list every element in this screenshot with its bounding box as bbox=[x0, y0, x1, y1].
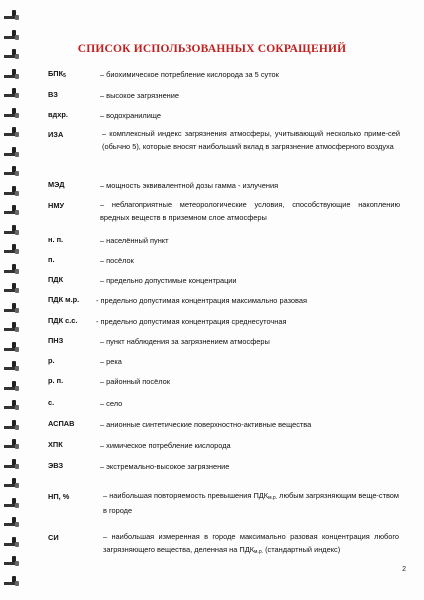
abbreviation-definition: – анионные синтетические поверхностно-активные вещества bbox=[100, 420, 312, 429]
binding-ring bbox=[2, 283, 24, 292]
abbreviation-term: МЭД bbox=[48, 180, 65, 189]
binding-ring bbox=[2, 127, 24, 136]
abbreviation-definition: – комплексный индекс загрязнения атмосферы, учитывающий несколько приме-сей (обычно 5), которые вносят наибольший вклад в загрязнение атмосферного воздуха bbox=[102, 129, 400, 151]
binding-ring bbox=[2, 420, 24, 429]
binding-ring bbox=[2, 303, 24, 312]
binding-ring bbox=[2, 537, 24, 546]
binding-ring bbox=[2, 400, 24, 409]
binding-ring bbox=[2, 186, 24, 195]
abbreviation-definition: – населённый пункт bbox=[100, 236, 169, 245]
binding-ring bbox=[2, 88, 24, 97]
abbreviation-definition: – наибольшая измеренная в городе максимально разовая концентрация любого загрязняющего вещества, деленная на $ПДК_{м.р.}$ (стандартный индекс) bbox=[103, 532, 399, 555]
page-number: 2 bbox=[402, 566, 406, 573]
abbreviation-term: ЭВЗ bbox=[48, 461, 64, 470]
binding-ring bbox=[2, 69, 24, 78]
abbreviation-definition: – село bbox=[100, 399, 123, 408]
abbreviation-term: п. bbox=[48, 255, 55, 264]
binding-ring bbox=[2, 576, 24, 585]
abbreviation-term: $БПК_5$ bbox=[48, 69, 66, 79]
binding-ring bbox=[2, 244, 24, 253]
abbreviation-definition: – пункт наблюдения за загрязнением атмосферы bbox=[100, 337, 270, 346]
abbreviation-definition: – наибольшая повторяемость превышения $ПДК_{м.р.}$ любым загрязняющим веще-ством в городе bbox=[103, 491, 399, 515]
abbreviation-term: р. п. bbox=[48, 376, 64, 385]
abbreviation-term: АСПАВ bbox=[48, 419, 75, 428]
abbreviation-definition: – экстремально-высокое загрязнение bbox=[100, 462, 230, 471]
abbreviation-term: р. bbox=[48, 356, 55, 365]
binding-ring bbox=[2, 264, 24, 273]
binding-ring bbox=[2, 147, 24, 156]
binding-ring bbox=[2, 556, 24, 565]
spiral-binding bbox=[0, 10, 26, 595]
abbreviation-term: ПДК с.с. bbox=[48, 316, 78, 325]
abbreviation-term: НП, % bbox=[48, 492, 70, 501]
binding-ring bbox=[2, 108, 24, 117]
binding-ring bbox=[2, 478, 24, 487]
abbreviation-definition: – биохимическое потребление кислорода за 5 суток bbox=[100, 70, 279, 79]
binding-ring bbox=[2, 225, 24, 234]
binding-ring bbox=[2, 342, 24, 351]
abbreviation-definition: – река bbox=[100, 357, 122, 366]
abbreviation-term: с. bbox=[48, 398, 55, 407]
abbreviation-term: ИЗА bbox=[48, 130, 64, 139]
binding-ring bbox=[2, 10, 24, 19]
abbreviation-term: ПДК м.р. bbox=[48, 295, 80, 304]
binding-ring bbox=[2, 322, 24, 331]
binding-ring bbox=[2, 166, 24, 175]
abbreviation-definition: – посёлок bbox=[100, 256, 134, 265]
binding-ring bbox=[2, 205, 24, 214]
binding-ring bbox=[2, 517, 24, 526]
abbreviation-term: ПДК bbox=[48, 275, 64, 284]
binding-ring bbox=[2, 30, 24, 39]
abbreviation-definition: – предельно допустимые концентрации bbox=[100, 276, 237, 285]
page-title: СПИСОК ИСПОЛЬЗОВАННЫХ СОКРАЩЕНИЙ bbox=[77, 43, 347, 55]
abbreviation-term: СИ bbox=[48, 533, 59, 542]
abbreviation-definition: – мощность эквивалентной дозы гамма - излучения bbox=[100, 181, 279, 190]
abbreviation-term: ХПК bbox=[48, 440, 63, 449]
abbreviation-term: ВЗ bbox=[48, 90, 58, 99]
abbreviation-term: НМУ bbox=[48, 201, 65, 210]
abbreviation-definition: – неблагоприятные метеорологические условия, способствующие накоплению вредных веществ в приземном слое атмосферы bbox=[100, 200, 400, 222]
abbreviation-term: ПНЗ bbox=[48, 336, 64, 345]
abbreviation-term: вдхр. bbox=[48, 110, 68, 119]
abbreviation-definition: – химическое потребление кислорода bbox=[100, 441, 231, 450]
binding-ring bbox=[2, 439, 24, 448]
binding-ring bbox=[2, 381, 24, 390]
binding-ring bbox=[2, 498, 24, 507]
abbreviation-definition: – водохранилище bbox=[100, 111, 161, 120]
abbreviation-definition: - предельно допустимая концентрация среднесуточная bbox=[96, 317, 287, 326]
binding-ring bbox=[2, 361, 24, 370]
abbreviation-definition: - предельно допустимая концентрация максимально разовая bbox=[96, 296, 307, 305]
abbreviation-definition: – районный посёлок bbox=[100, 377, 170, 386]
abbreviation-definition: – высокое загрязнение bbox=[100, 91, 180, 100]
abbreviation-term: н. п. bbox=[48, 235, 64, 244]
binding-ring bbox=[2, 459, 24, 468]
